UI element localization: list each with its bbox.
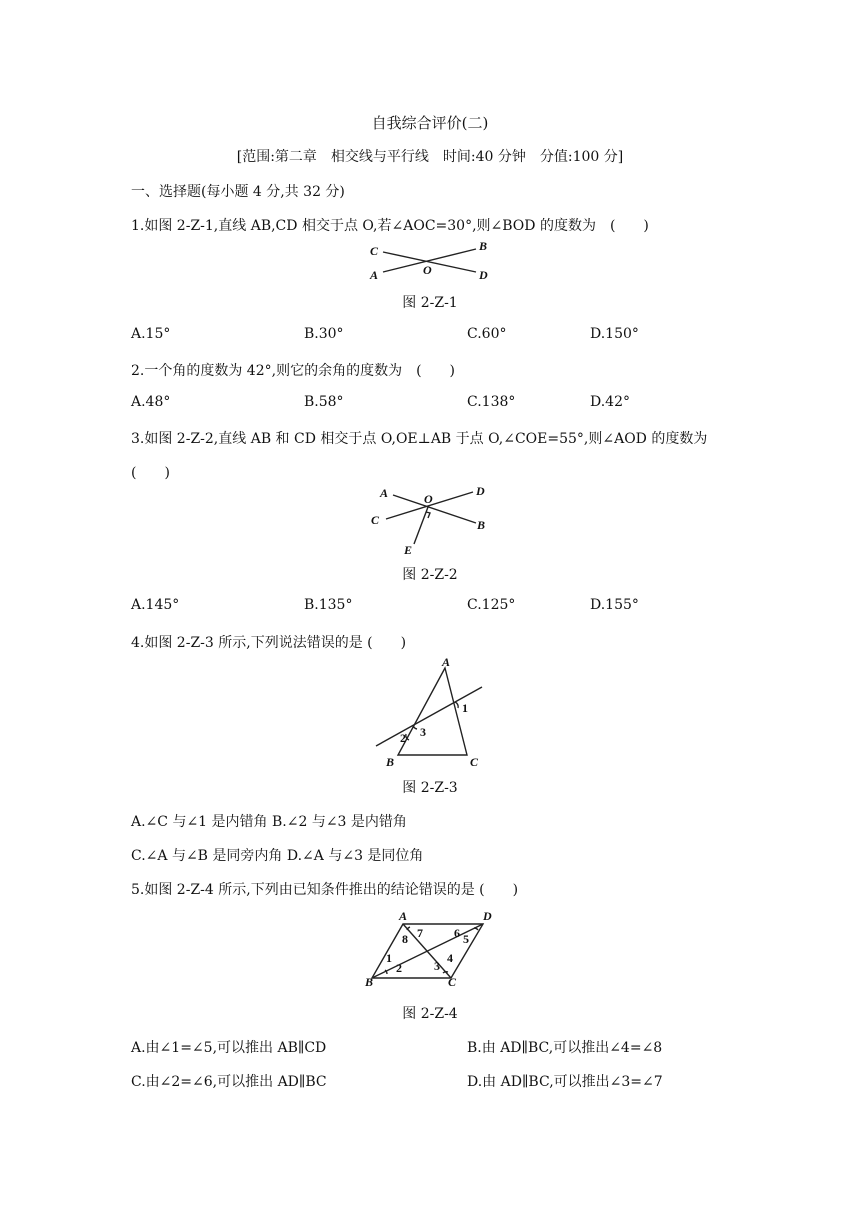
label-D: D [479, 268, 488, 282]
label-C: C [371, 513, 380, 527]
label-D: D [476, 484, 485, 498]
figure-caption-4: 图 2-Z-4 [402, 1006, 458, 1022]
label-A: A [370, 268, 379, 282]
label-A: A [380, 486, 389, 500]
q3-option-d[interactable]: D.155° [590, 597, 639, 613]
label-O: O [424, 492, 433, 506]
question-4-stem: 4.如图 2-Z-3 所示,下列说法错误的是 ( ) [131, 635, 407, 651]
question-5-stem: 5.如图 2-Z-4 所示,下列由已知条件推出的结论错误的是 ( ) [131, 882, 519, 898]
question-3-stem-cont: ( ) [131, 465, 170, 481]
figure-2-Z-1 [366, 238, 496, 286]
label-C: C [448, 975, 457, 989]
figure-2-Z-3 [370, 656, 490, 771]
q3-option-c[interactable]: C.125° [467, 597, 516, 613]
label-2: 2 [396, 961, 402, 975]
label-B: B [477, 518, 486, 532]
q2-option-c[interactable]: C.138° [467, 394, 516, 410]
figure-caption-1: 图 2-Z-1 [402, 295, 458, 311]
q2-option-a[interactable]: A.48° [131, 394, 171, 410]
label-O: O [423, 263, 432, 277]
label-B: B [365, 975, 374, 989]
label-A: A [442, 655, 451, 669]
q3-option-a[interactable]: A.145° [131, 597, 180, 613]
figure-caption-2: 图 2-Z-2 [402, 567, 458, 583]
page-subtitle: [范围:第二章 相交线与平行线 时间:40 分钟 分值:100 分] [236, 149, 624, 165]
label-1: 1 [462, 701, 468, 715]
q1-option-a[interactable]: A.15° [131, 326, 171, 342]
q3-option-b[interactable]: B.135° [304, 597, 353, 613]
q5-option-c[interactable]: C.由∠2=∠6,可以推出 AD∥BC [131, 1074, 327, 1090]
figure-2-Z-4 [362, 906, 502, 988]
figure-caption-3: 图 2-Z-3 [402, 780, 458, 796]
question-3-stem: 3.如图 2-Z-2,直线 AB 和 CD 相交于点 O,OE⊥AB 于点 O,∠COE=55°,则∠AOD 的度数为 [131, 431, 708, 447]
q4-options-c-d[interactable]: C.∠A 与∠B 是同旁内角 D.∠A 与∠3 是同位角 [131, 848, 424, 864]
label-3: 3 [420, 725, 426, 739]
label-2: 2 [400, 731, 406, 745]
label-C: C [370, 244, 379, 258]
figure-2-Z-2 [366, 482, 506, 562]
label-B: B [479, 239, 488, 253]
question-2-stem: 2.一个角的度数为 42°,则它的余角的度数为 ( ) [131, 363, 455, 379]
q4-options-a-b[interactable]: A.∠C 与∠1 是内错角 B.∠2 与∠3 是内错角 [131, 814, 407, 830]
label-5: 5 [463, 932, 469, 946]
q5-option-d[interactable]: D.由 AD∥BC,可以推出∠3=∠7 [467, 1074, 663, 1090]
q1-option-c[interactable]: C.60° [467, 326, 507, 342]
q2-option-d[interactable]: D.42° [590, 394, 630, 410]
label-6: 6 [454, 926, 460, 940]
q1-option-d[interactable]: D.150° [590, 326, 639, 342]
label-E: E [404, 543, 413, 557]
label-4: 4 [447, 951, 453, 965]
q5-option-b[interactable]: B.由 AD∥BC,可以推出∠4=∠8 [467, 1040, 663, 1056]
question-1-stem: 1.如图 2-Z-1,直线 AB,CD 相交于点 O,若∠AOC=30°,则∠BOD 的度数为 ( ) [131, 218, 649, 234]
label-B: B [386, 755, 395, 769]
label-C: C [470, 755, 479, 769]
q1-option-b[interactable]: B.30° [304, 326, 344, 342]
q2-option-b[interactable]: B.58° [304, 394, 344, 410]
label-3: 3 [434, 959, 440, 973]
label-A: A [399, 909, 408, 923]
section-heading: 一、选择题(每小题 4 分,共 32 分) [131, 184, 345, 200]
page-title: 自我综合评价(二) [371, 114, 489, 132]
label-7: 7 [417, 926, 423, 940]
label-1: 1 [386, 951, 392, 965]
label-8: 8 [402, 932, 408, 946]
q5-option-a[interactable]: A.由∠1=∠5,可以推出 AB∥CD [131, 1040, 327, 1056]
label-D: D [483, 909, 492, 923]
